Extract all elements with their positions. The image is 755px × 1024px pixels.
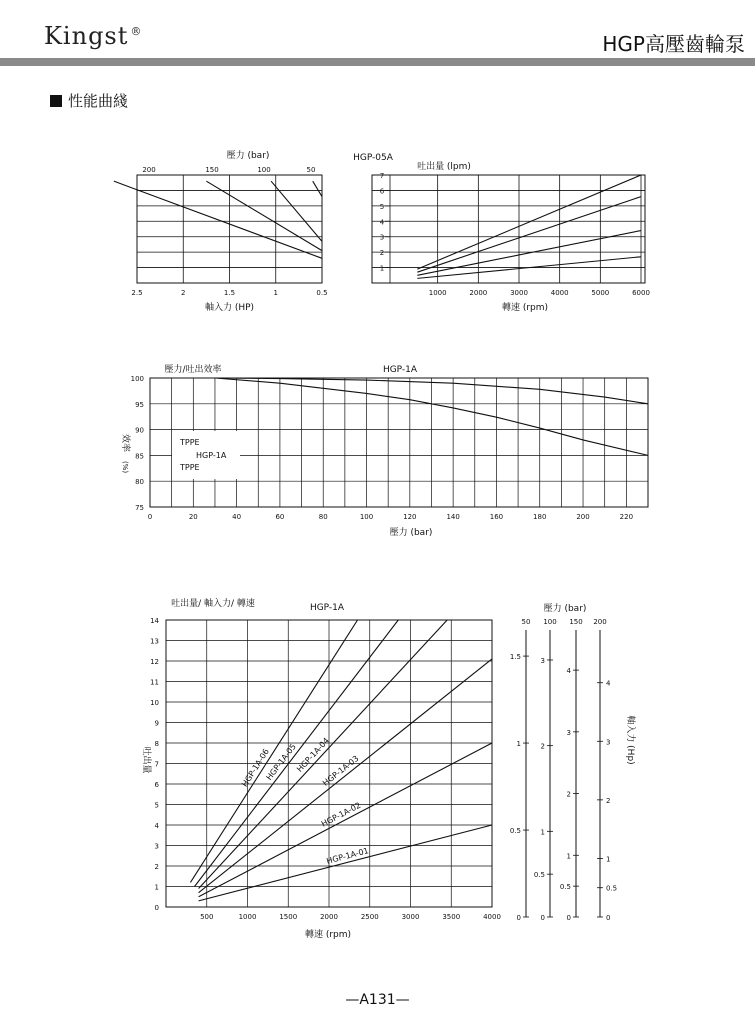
x-tick-label: 0	[147, 513, 153, 521]
flow-curve-3	[417, 231, 641, 276]
chart-hgp-1a-efficiency	[0, 355, 755, 550]
square-bullet-icon	[50, 95, 62, 107]
hp-curve-2	[206, 181, 322, 250]
power-tick-label: 2	[566, 790, 571, 799]
y-tick-label: 5	[379, 202, 385, 211]
y-tick-label: 13	[150, 637, 159, 646]
header-bar	[0, 58, 755, 66]
y-tick-label: 8	[154, 740, 159, 748]
top-axis-label: 壓力 (bar)	[226, 151, 270, 161]
x-tick-label: 160	[489, 513, 504, 521]
x-tick-label: 0.5	[316, 289, 328, 297]
x-axis-label: 軸入力 (HP)	[204, 303, 255, 313]
registered-mark: ®	[130, 25, 143, 38]
y-axis-label: 吐出量	[141, 746, 151, 774]
y-tick-label: 3	[379, 233, 385, 242]
y-tick-label: 3	[154, 842, 159, 851]
x-tick-label: 3500	[442, 913, 461, 921]
x-tick-label: 4000	[483, 913, 501, 921]
x-tick-label: 2	[181, 289, 186, 297]
flow-curve-1	[417, 175, 641, 269]
page-number: —A131—	[345, 992, 410, 1008]
x-tick-label: 5000	[591, 289, 610, 297]
y-tick-label: 7	[379, 172, 385, 180]
legend-label-tppe: TPPE	[180, 438, 200, 447]
y-tick-label: 1	[154, 883, 159, 892]
x-tick-label: 40	[232, 513, 242, 521]
y-tick-label: 75	[135, 504, 144, 512]
power-tick-label: 1	[540, 828, 545, 837]
x-tick-label: 6000	[632, 289, 650, 297]
series-label-4: HGP-1A-03	[321, 753, 361, 788]
power-tick-label: 0	[606, 914, 611, 922]
y-tick-label: 11	[150, 678, 159, 687]
x-tick-label: 80	[318, 513, 328, 521]
x-tick-label: 120	[403, 513, 417, 521]
x-tick-label: 1000	[238, 913, 257, 921]
power-tick-label: 3	[540, 656, 545, 665]
power-axis-label: 軸入力 (Hp)	[625, 715, 635, 765]
flow-line-6	[199, 825, 492, 901]
chart-title: HGP-05A	[353, 153, 393, 163]
top-tick-label: 100	[257, 166, 271, 174]
x-tick-label: 3000	[401, 913, 420, 921]
series-label-3: HGP-1A-04	[295, 736, 332, 774]
y-tick-label: 95	[135, 400, 144, 409]
power-tick-label: 0.5	[606, 884, 618, 893]
y-tick-label: 2	[379, 249, 385, 258]
chart-hgp-1a-flow	[0, 590, 755, 945]
x-tick-label: 1	[273, 289, 278, 297]
x-tick-label: 1.5	[223, 289, 236, 297]
series-label-5: HGP-1A-02	[319, 800, 363, 829]
power-tick-label: 0	[566, 914, 571, 922]
y-tick-label: 80	[135, 478, 144, 487]
top-tick-label: 50	[306, 166, 316, 174]
chart-title: HGP-1A	[382, 365, 418, 375]
series-label-2: HGP-1A-05	[264, 742, 298, 782]
y-tick-label: 100	[130, 375, 144, 383]
y-tick-label: 6	[379, 187, 385, 196]
x-axis-label: 轉速 (rpm)	[304, 930, 352, 940]
power-tick-label: 1.5	[509, 653, 521, 662]
top-tick-label: 200	[142, 166, 156, 174]
brand-name: Kingst	[44, 22, 129, 50]
right-panel-frame	[372, 175, 645, 283]
x-tick-label: 4000	[550, 289, 569, 297]
pressure-tick-label: 100	[543, 618, 557, 626]
power-tick-label: 0.5	[509, 827, 521, 836]
x-tick-label: 60	[275, 513, 285, 521]
top-tick-label: 150	[205, 166, 219, 174]
pressure-tick-label: 200	[593, 618, 607, 626]
y-axis-label: 吐出量 (lpm)	[417, 162, 471, 172]
y-tick-label: 0	[154, 904, 159, 912]
y-tick-label: 4	[379, 218, 385, 227]
x-tick-label: 2000	[469, 289, 488, 297]
x-tick-label: 2000	[320, 913, 338, 921]
hp-curve-1	[114, 181, 322, 258]
y-axis-label: 效率	[120, 433, 130, 453]
x-axis-label: 轉速 (rpm)	[501, 303, 549, 313]
y-tick-label: 1	[379, 264, 385, 273]
power-tick-label: 4	[566, 667, 571, 676]
chart-subtitle: 吐出量/ 軸入力/ 轉速	[171, 599, 255, 609]
pressure-axis-label: 壓力 (bar)	[543, 604, 587, 614]
x-axis-label: 壓力 (bar)	[389, 528, 433, 538]
chart-hgp-05a	[0, 145, 755, 320]
y-tick-label: 12	[150, 658, 159, 666]
x-tick-label: 2500	[360, 913, 379, 921]
pressure-tick-label: 50	[521, 618, 531, 626]
y-tick-label: 85	[135, 452, 144, 461]
power-tick-label: 0	[516, 914, 521, 922]
series-label-6: HGP-1A-01	[325, 846, 370, 866]
x-tick-label: 2.5	[131, 289, 143, 297]
y-tick-label: 90	[135, 426, 144, 435]
legend-label-hgp-1a: HGP-1A	[196, 451, 227, 460]
power-tick-label: 3	[606, 738, 611, 747]
power-tick-label: 4	[606, 679, 611, 688]
power-tick-label: 1	[566, 852, 571, 861]
y-tick-label: 14	[150, 617, 159, 625]
x-tick-label: 1000	[428, 289, 447, 297]
power-tick-label: 0.5	[533, 871, 545, 880]
flow-line-3	[199, 620, 448, 889]
y-tick-label: 6	[154, 781, 159, 789]
y-tick-label: 5	[154, 801, 159, 810]
power-tick-label: 3	[566, 728, 571, 737]
power-tick-label: 2	[606, 796, 611, 805]
flow-line-1	[190, 620, 357, 882]
x-tick-label: 200	[576, 513, 590, 521]
product-title: HGP高壓齒輪泵	[602, 32, 745, 56]
flow-line-2	[195, 620, 399, 887]
power-tick-label: 1	[606, 855, 611, 864]
section-title: 性能曲綫	[68, 92, 129, 110]
x-tick-label: 220	[619, 513, 634, 521]
chart-subtitle: 壓力/吐出效率	[164, 365, 222, 375]
flow-curve-2	[417, 197, 641, 273]
section-heading	[50, 90, 128, 111]
x-tick-label: 1500	[279, 913, 298, 921]
series-label-1: HGP-1A-06	[240, 747, 271, 789]
x-tick-label: 180	[533, 513, 547, 521]
x-tick-label: 3000	[510, 289, 528, 297]
hp-curve-4	[313, 181, 322, 196]
brand-logo	[44, 22, 142, 50]
y-tick-label: 10	[150, 699, 159, 707]
y-tick-label: 2	[154, 863, 159, 871]
chart-title: HGP-1A	[309, 603, 345, 613]
legend-label-tppe-2: TPPE	[180, 463, 200, 472]
power-tick-label: 0.5	[559, 883, 571, 892]
y-axis-unit: (%)	[121, 460, 129, 474]
power-tick-label: 1	[516, 740, 521, 749]
x-tick-label: 500	[200, 913, 214, 921]
power-tick-label: 2	[540, 742, 545, 751]
x-tick-label: 140	[446, 513, 460, 521]
x-tick-label: 20	[188, 513, 198, 521]
y-tick-label: 4	[154, 822, 159, 830]
pressure-tick-label: 150	[569, 618, 583, 626]
x-tick-label: 100	[359, 513, 374, 521]
y-tick-label: 7	[154, 760, 159, 769]
y-tick-label: 9	[154, 719, 159, 728]
power-tick-label: 0	[540, 914, 545, 922]
